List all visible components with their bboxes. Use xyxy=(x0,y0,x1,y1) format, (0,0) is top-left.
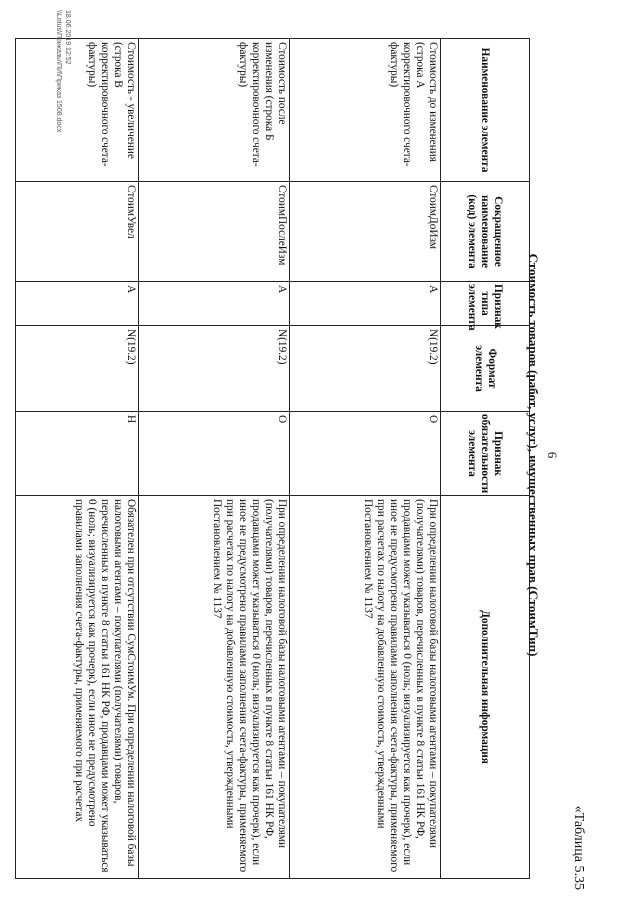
cell-name: Стоимость - увеличение (строка В корректировочного счета-фактуры) xyxy=(16,39,139,182)
stamp-path: \\Lotus\Приказы\ПИ\Приказ 1508.docx xyxy=(55,10,62,133)
header-code: Сокращенное наименование (код) элемента xyxy=(441,182,530,282)
cell-required: О xyxy=(139,412,290,496)
table-row xyxy=(16,39,139,879)
cell-code: СтоимПослеИзм xyxy=(139,182,290,282)
cell-required: Н xyxy=(16,412,139,496)
cell-format: N(19.2) xyxy=(290,326,441,412)
cell-type: А xyxy=(139,282,290,326)
header-type: Признак типа элемента xyxy=(441,282,530,326)
rotated-content xyxy=(45,10,590,895)
header-info: Дополнительная информация xyxy=(441,496,530,879)
table-row xyxy=(139,39,290,879)
cell-info: Обязателен при отсутствии СумСтоимУм. При определении налоговой базы налоговыми агентами – покупателями (получателями) товаров, перечисленных в пункте 8 статьи 161 НК РФ, продавцами может указываться 0 (ноль; визуализируется как прочерк), если иное не предусмотрено правилами заполнения счета-фактуры, применяемого при расчетах xyxy=(16,496,139,879)
cell-name: Стоимость после изменения (строка Б корректировочного счета-фактуры) xyxy=(139,39,290,182)
cell-info: При определении налоговой базы налоговыми агентами – покупателями (получателями) товаров, перечисленных в пункте 8 статьи 161 НК РФ, продавцами может указываться 0 (ноль; визуализируется как прочерк), если иное не предусмотрено правилами заполнения счета-фактуры, применяемого при расчетах по налогу на добавленную стоимость, утвержденными Постановлением № 1137 xyxy=(290,496,441,879)
elements-table xyxy=(15,38,530,879)
cell-required: О xyxy=(290,412,441,496)
table-label: «Таблица 5.35 xyxy=(571,805,586,890)
table-row xyxy=(290,39,441,879)
stamp-date: 18.06.2019 12:52 xyxy=(64,10,71,65)
cell-code: СтоимУвел xyxy=(16,182,139,282)
cell-info: При определении налоговой базы налоговыми агентами – покупателями (получателями) товаров, перечисленных в пункте 8 статьи 161 НК РФ, продавцами может указываться 0 (ноль; визуализируется как прочерк), если иное не предусмотрено правилами заполнения счета-фактуры, применяемого при расчетах по налогу на добавленную стоимость, утвержденными Постановлением № 1137 xyxy=(139,496,290,879)
cell-code: СтоимДоИзм xyxy=(290,182,441,282)
table-caption: Стоимость товаров (работ, услуг), имущественных прав (СтоимТип) xyxy=(526,253,541,657)
header-required: Признак обязательности элемента xyxy=(441,412,530,496)
cell-format: N(19.2) xyxy=(16,326,139,412)
header-name: Наименование элемента xyxy=(441,39,530,182)
table-header-row xyxy=(441,39,530,879)
header-format: Формат элемента xyxy=(441,326,530,412)
cell-type: А xyxy=(16,282,139,326)
cell-type: А xyxy=(290,282,441,326)
cell-name: Стоимость до изменения (строка А корректировочного счета-фактуры) xyxy=(290,39,441,182)
cell-format: N(19.2) xyxy=(139,326,290,412)
page-number: 6 xyxy=(545,451,560,459)
file-stamp xyxy=(54,10,72,210)
